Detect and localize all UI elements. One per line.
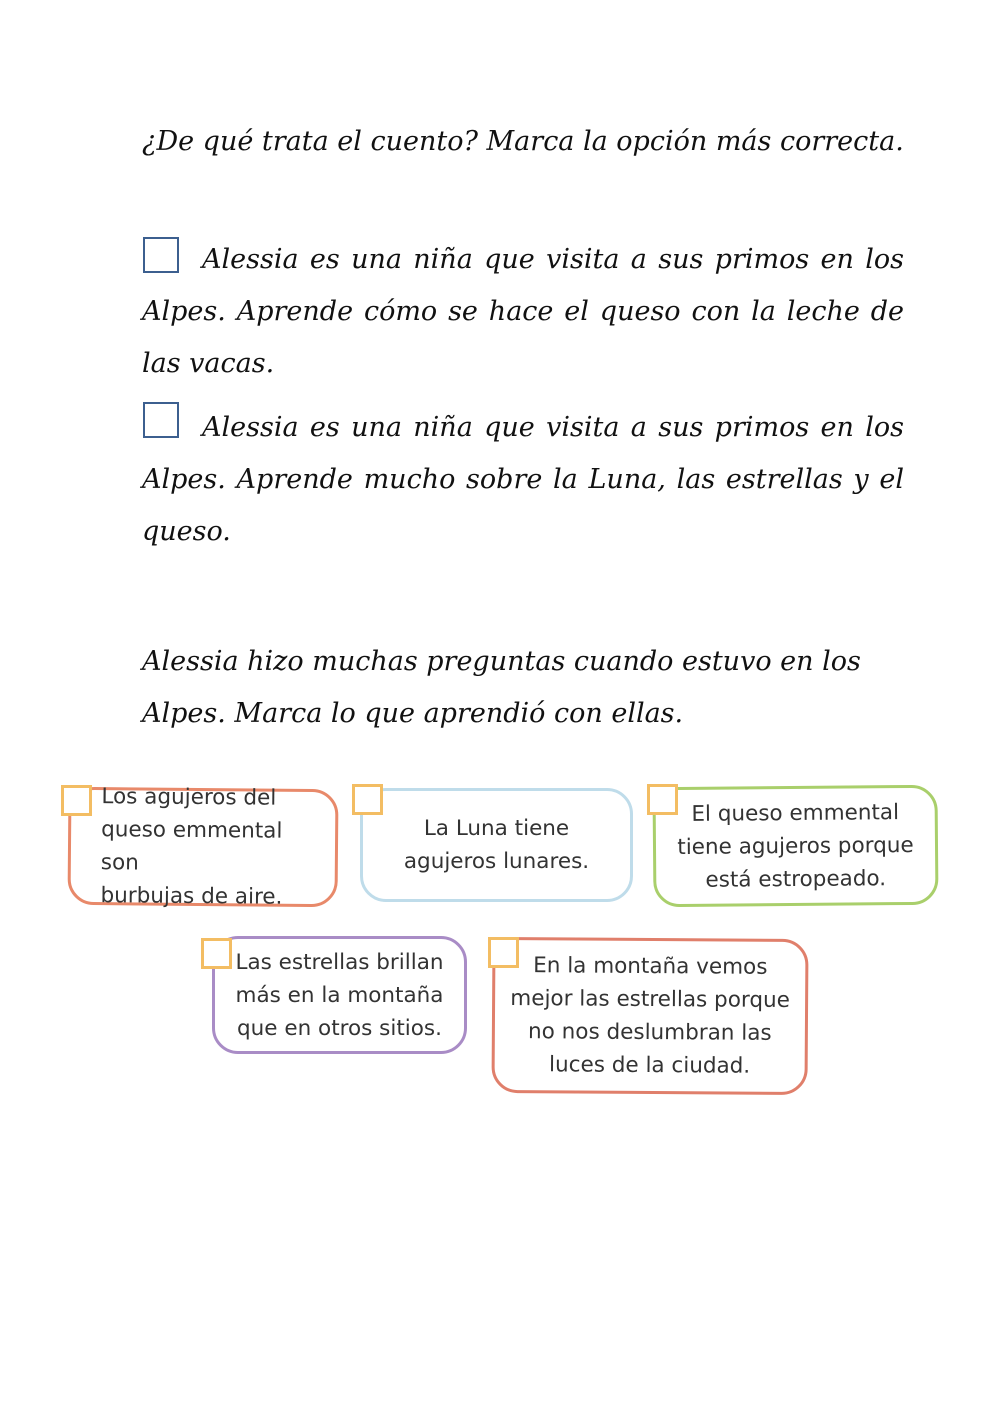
card-line: Los agujeros del	[101, 784, 277, 811]
answer-card-4	[212, 936, 467, 1054]
card-line: En la montaña vemos	[533, 953, 768, 980]
card-line: agujeros lunares.	[403, 849, 590, 874]
card-line: mejor las estrellas porque	[510, 986, 790, 1013]
card-line: La Luna tiene	[423, 816, 570, 841]
card-line: está estropeado.	[705, 865, 887, 893]
card-line: que en otros sitios.	[237, 1015, 442, 1041]
card-line: más en la montaña	[235, 982, 444, 1008]
card-line: Las estrellas brillan	[235, 949, 444, 975]
question-1-text: ¿De qué trata el cuento? Marca la opción más correcta.	[142, 126, 904, 157]
card-line: no nos deslumbran las	[528, 1019, 772, 1046]
card-5-checkbox[interactable]	[488, 937, 519, 968]
answer-card-5	[491, 937, 808, 1095]
card-4-checkbox[interactable]	[201, 938, 232, 969]
card-2-checkbox[interactable]	[352, 784, 383, 815]
question-2-text: Alessia hizo muchas preguntas cuando estuvo en los Alpes. Marca lo que aprendió con ellas.	[142, 646, 861, 729]
card-line: burbujas de aire.	[100, 883, 283, 910]
answer-card-2	[360, 788, 633, 902]
card-line: tiene agujeros porque	[677, 832, 914, 860]
option-a-text: Alessia es una niña que visita a sus primos en los Alpes. Aprende cómo se hace el queso con la leche de las vacas.	[142, 244, 904, 379]
card-3-checkbox[interactable]	[647, 784, 678, 815]
option-b-text: Alessia es una niña que visita a sus primos en los Alpes. Aprende mucho sobre la Luna, las estrellas y el queso.	[142, 412, 904, 547]
card-1-checkbox[interactable]	[61, 785, 92, 816]
card-line: El queso emmental	[691, 799, 900, 827]
answer-card-1	[67, 784, 338, 910]
answer-card-3	[652, 785, 938, 907]
card-line: queso emmental son	[100, 817, 283, 876]
card-line: luces de la ciudad.	[549, 1052, 751, 1079]
